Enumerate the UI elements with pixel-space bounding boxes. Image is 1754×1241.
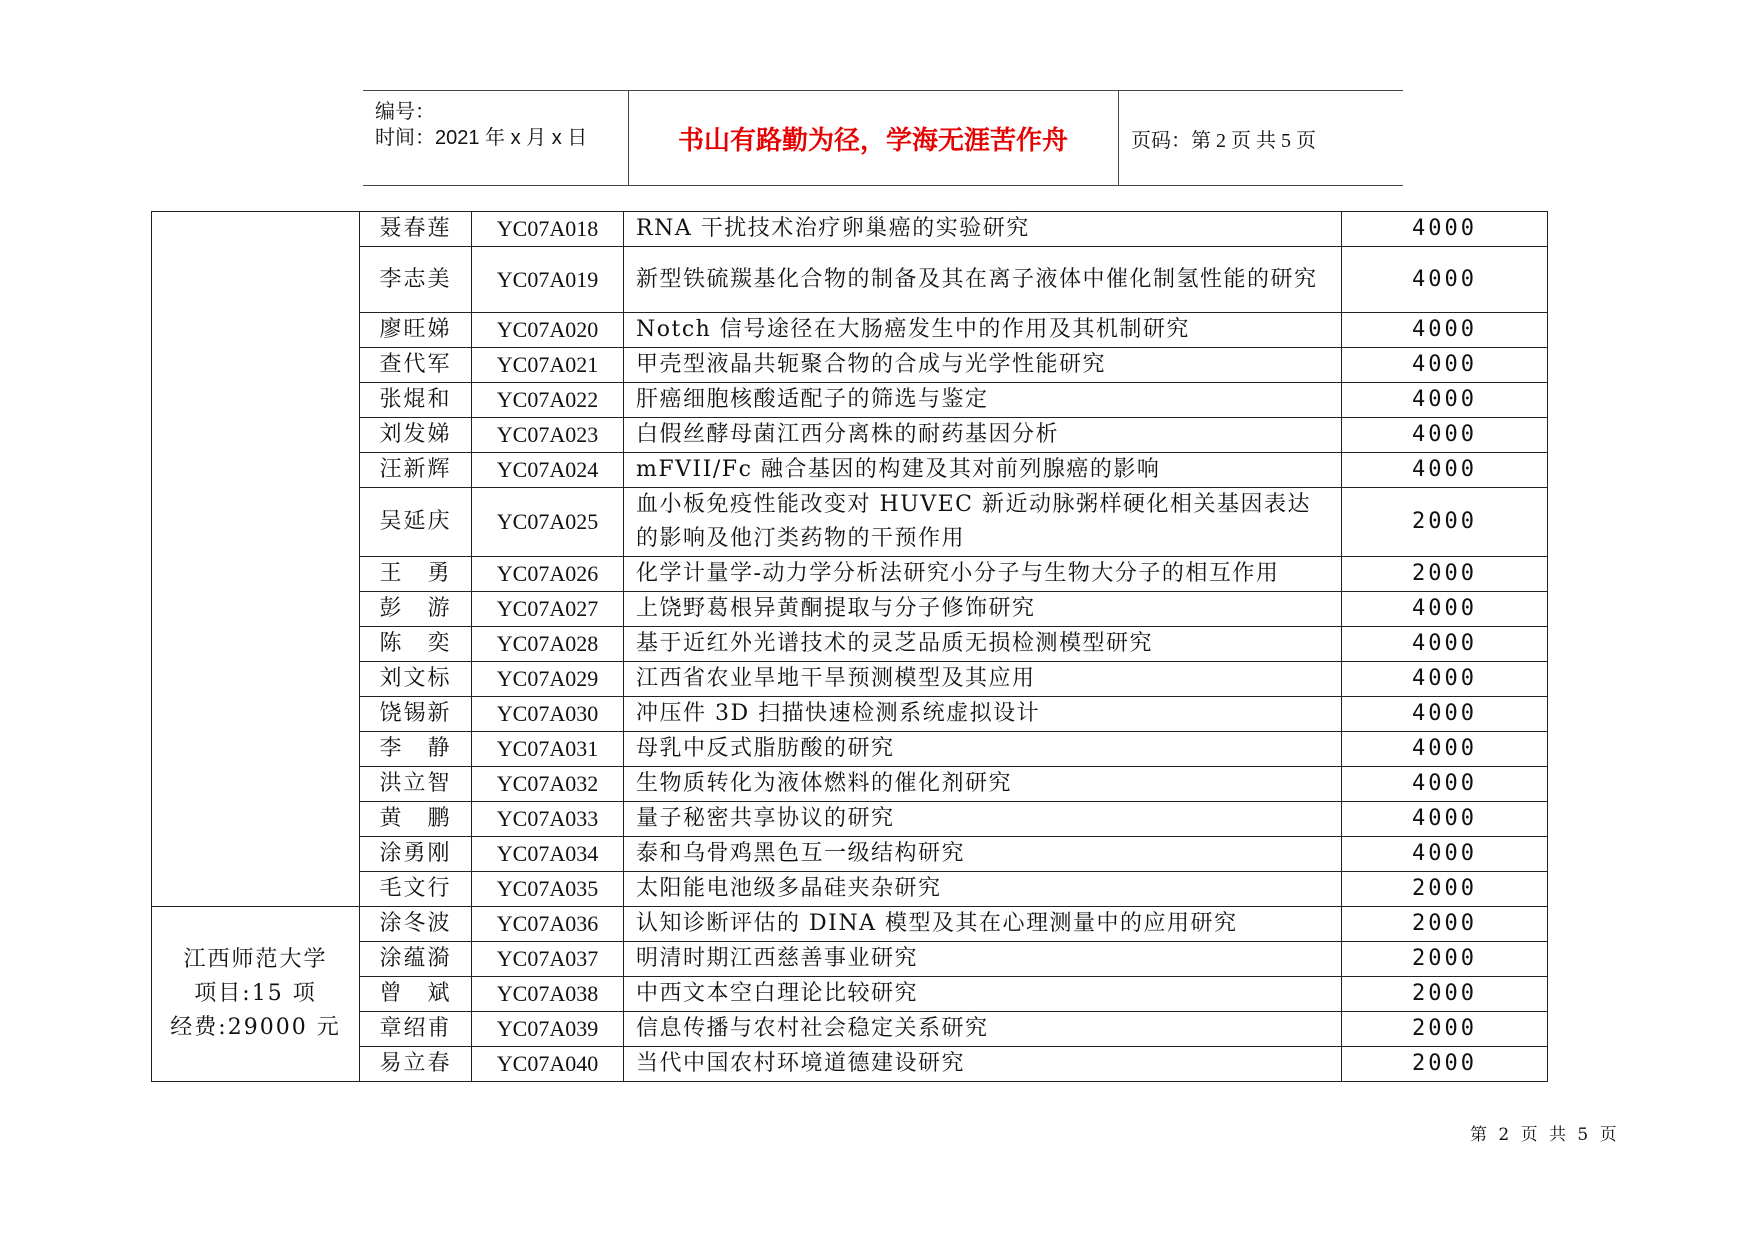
- table-row: [152, 662, 1548, 697]
- page-header: [363, 90, 1403, 186]
- unit-projects: 项目:15 项: [194, 981, 317, 1006]
- person-name: 吴延庆: [360, 488, 472, 557]
- table-row: [152, 627, 1548, 662]
- table-row: [152, 348, 1548, 383]
- project-table: [151, 211, 1548, 1082]
- page-number-label: 页码：第 2 页 共 5 页: [1131, 129, 1316, 152]
- unit-name: 江西师范大学: [183, 947, 328, 972]
- person-name: 章绍甫: [360, 1012, 472, 1047]
- person-name: 毛文行: [360, 872, 472, 907]
- project-code: YC07A030: [472, 697, 624, 732]
- table-row: [152, 592, 1548, 627]
- person-name: 查代军: [360, 348, 472, 383]
- project-fund: 4000: [1342, 837, 1548, 872]
- project-fund: 4000: [1342, 383, 1548, 418]
- project-code: YC07A027: [472, 592, 624, 627]
- project-code: YC07A022: [472, 383, 624, 418]
- project-title: 认知诊断评估的 DINA 模型及其在心理测量中的应用研究: [624, 907, 1342, 942]
- person-name: 黄 鹏: [360, 802, 472, 837]
- unit-cell: [152, 907, 360, 1082]
- project-fund: 2000: [1342, 872, 1548, 907]
- project-title: 中西文本空白理论比较研究: [624, 977, 1342, 1012]
- project-title: 白假丝酵母菌江西分离株的耐药基因分析: [624, 418, 1342, 453]
- project-fund: 4000: [1342, 802, 1548, 837]
- table-row: [152, 802, 1548, 837]
- project-fund: 4000: [1342, 418, 1548, 453]
- number-label: 编号：: [375, 101, 435, 123]
- person-name: 易立春: [360, 1047, 472, 1082]
- project-title: 生物质转化为液体燃料的催化剂研究: [624, 767, 1342, 802]
- table-row: [152, 697, 1548, 732]
- table-row: [152, 872, 1548, 907]
- project-title: 肝癌细胞核酸适配子的筛选与鉴定: [624, 383, 1342, 418]
- project-code: YC07A025: [472, 488, 624, 557]
- project-title: mFVII/Fc 融合基因的构建及其对前列腺癌的影响: [624, 453, 1342, 488]
- project-code: YC07A032: [472, 767, 624, 802]
- project-fund: 4000: [1342, 767, 1548, 802]
- project-code: YC07A026: [472, 557, 624, 592]
- project-code: YC07A019: [472, 247, 624, 313]
- unit-cell-blank: [152, 212, 360, 907]
- project-fund: 4000: [1342, 662, 1548, 697]
- project-title: 冲压件 3D 扫描快速检测系统虚拟设计: [624, 697, 1342, 732]
- project-title: 新型铁硫羰基化合物的制备及其在离子液体中催化制氢性能的研究: [624, 247, 1342, 313]
- project-code: YC07A029: [472, 662, 624, 697]
- header-info-cell: [363, 91, 629, 185]
- project-title: 明清时期江西慈善事业研究: [624, 942, 1342, 977]
- project-title: Notch 信号途径在大肠癌发生中的作用及其机制研究: [624, 313, 1342, 348]
- project-title: 母乳中反式脂肪酸的研究: [624, 732, 1342, 767]
- project-code: YC07A039: [472, 1012, 624, 1047]
- table-row: [152, 453, 1548, 488]
- person-name: 刘文标: [360, 662, 472, 697]
- table-row: [152, 212, 1548, 247]
- project-title: 量子秘密共享协议的研究: [624, 802, 1342, 837]
- table-row: [152, 837, 1548, 872]
- person-name: 刘发娣: [360, 418, 472, 453]
- table-row: [152, 1047, 1548, 1082]
- project-fund: 2000: [1342, 557, 1548, 592]
- person-name: 涂蕴漪: [360, 942, 472, 977]
- person-name: 饶锡新: [360, 697, 472, 732]
- project-title: 信息传播与农村社会稳定关系研究: [624, 1012, 1342, 1047]
- project-code: YC07A037: [472, 942, 624, 977]
- project-title: 当代中国农村环境道德建设研究: [624, 1047, 1342, 1082]
- project-fund: 2000: [1342, 1047, 1548, 1082]
- project-code: YC07A023: [472, 418, 624, 453]
- table-row: [152, 488, 1548, 557]
- table-row: [152, 767, 1548, 802]
- person-name: 汪新辉: [360, 453, 472, 488]
- project-code: YC07A024: [472, 453, 624, 488]
- table-row: [152, 732, 1548, 767]
- project-fund: 4000: [1342, 453, 1548, 488]
- project-fund: 2000: [1342, 942, 1548, 977]
- project-title: 太阳能电池级多晶硅夹杂研究: [624, 872, 1342, 907]
- project-title: 化学计量学-动力学分析法研究小分子与生物大分子的相互作用: [624, 557, 1342, 592]
- project-title: RNA 干扰技术治疗卵巢癌的实验研究: [624, 212, 1342, 247]
- person-name: 洪立智: [360, 767, 472, 802]
- table-row: [152, 942, 1548, 977]
- project-fund: 2000: [1342, 977, 1548, 1012]
- table-row: [152, 907, 1548, 942]
- person-name: 张焜和: [360, 383, 472, 418]
- table-row: [152, 977, 1548, 1012]
- project-title: 甲壳型液晶共轭聚合物的合成与光学性能研究: [624, 348, 1342, 383]
- project-title: 泰和乌骨鸡黑色互一级结构研究: [624, 837, 1342, 872]
- project-fund: 4000: [1342, 212, 1548, 247]
- table-row: [152, 247, 1548, 313]
- project-code: YC07A018: [472, 212, 624, 247]
- project-title: 血小板免疫性能改变对 HUVEC 新近动脉粥样硬化相关基因表达的影响及他汀类药物的干预作用: [624, 488, 1342, 557]
- project-title: 上饶野葛根异黄酮提取与分子修饰研究: [624, 592, 1342, 627]
- project-fund: 4000: [1342, 247, 1548, 313]
- project-title: 江西省农业旱地干旱预测模型及其应用: [624, 662, 1342, 697]
- person-name: 廖旺娣: [360, 313, 472, 348]
- project-code: YC07A034: [472, 837, 624, 872]
- table-row: [152, 418, 1548, 453]
- person-name: 王 勇: [360, 557, 472, 592]
- person-name: 陈 奕: [360, 627, 472, 662]
- project-fund: 4000: [1342, 592, 1548, 627]
- project-fund: 2000: [1342, 1012, 1548, 1047]
- person-name: 李志美: [360, 247, 472, 313]
- table-row: [152, 313, 1548, 348]
- table-row: [152, 1012, 1548, 1047]
- project-fund: 4000: [1342, 627, 1548, 662]
- table-row: [152, 557, 1548, 592]
- motto: 书山有路勤为径，学海无涯苦作舟: [628, 91, 1119, 185]
- project-code: YC07A035: [472, 872, 624, 907]
- project-title: 基于近红外光谱技术的灵芝品质无损检测模型研究: [624, 627, 1342, 662]
- person-name: 聂春莲: [360, 212, 472, 247]
- project-fund: 4000: [1342, 697, 1548, 732]
- project-code: YC07A038: [472, 977, 624, 1012]
- person-name: 涂冬波: [360, 907, 472, 942]
- unit-funds: 经费:29000 元: [170, 1015, 341, 1040]
- page-footer: 第 2 页 共 5 页: [1470, 1125, 1617, 1145]
- project-code: YC07A020: [472, 313, 624, 348]
- project-fund: 2000: [1342, 488, 1548, 557]
- project-fund: 4000: [1342, 313, 1548, 348]
- person-name: 李 静: [360, 732, 472, 767]
- person-name: 彭 游: [360, 592, 472, 627]
- project-code: YC07A031: [472, 732, 624, 767]
- project-code: YC07A021: [472, 348, 624, 383]
- project-fund: 4000: [1342, 732, 1548, 767]
- project-code: YC07A036: [472, 907, 624, 942]
- time-label: 时间：2021 年 x 月 x 日: [375, 127, 588, 149]
- project-fund: 4000: [1342, 348, 1548, 383]
- project-fund: 2000: [1342, 907, 1548, 942]
- project-code: YC07A033: [472, 802, 624, 837]
- table-row: [152, 383, 1548, 418]
- project-code: YC07A028: [472, 627, 624, 662]
- person-name: 涂勇刚: [360, 837, 472, 872]
- project-code: YC07A040: [472, 1047, 624, 1082]
- person-name: 曾 斌: [360, 977, 472, 1012]
